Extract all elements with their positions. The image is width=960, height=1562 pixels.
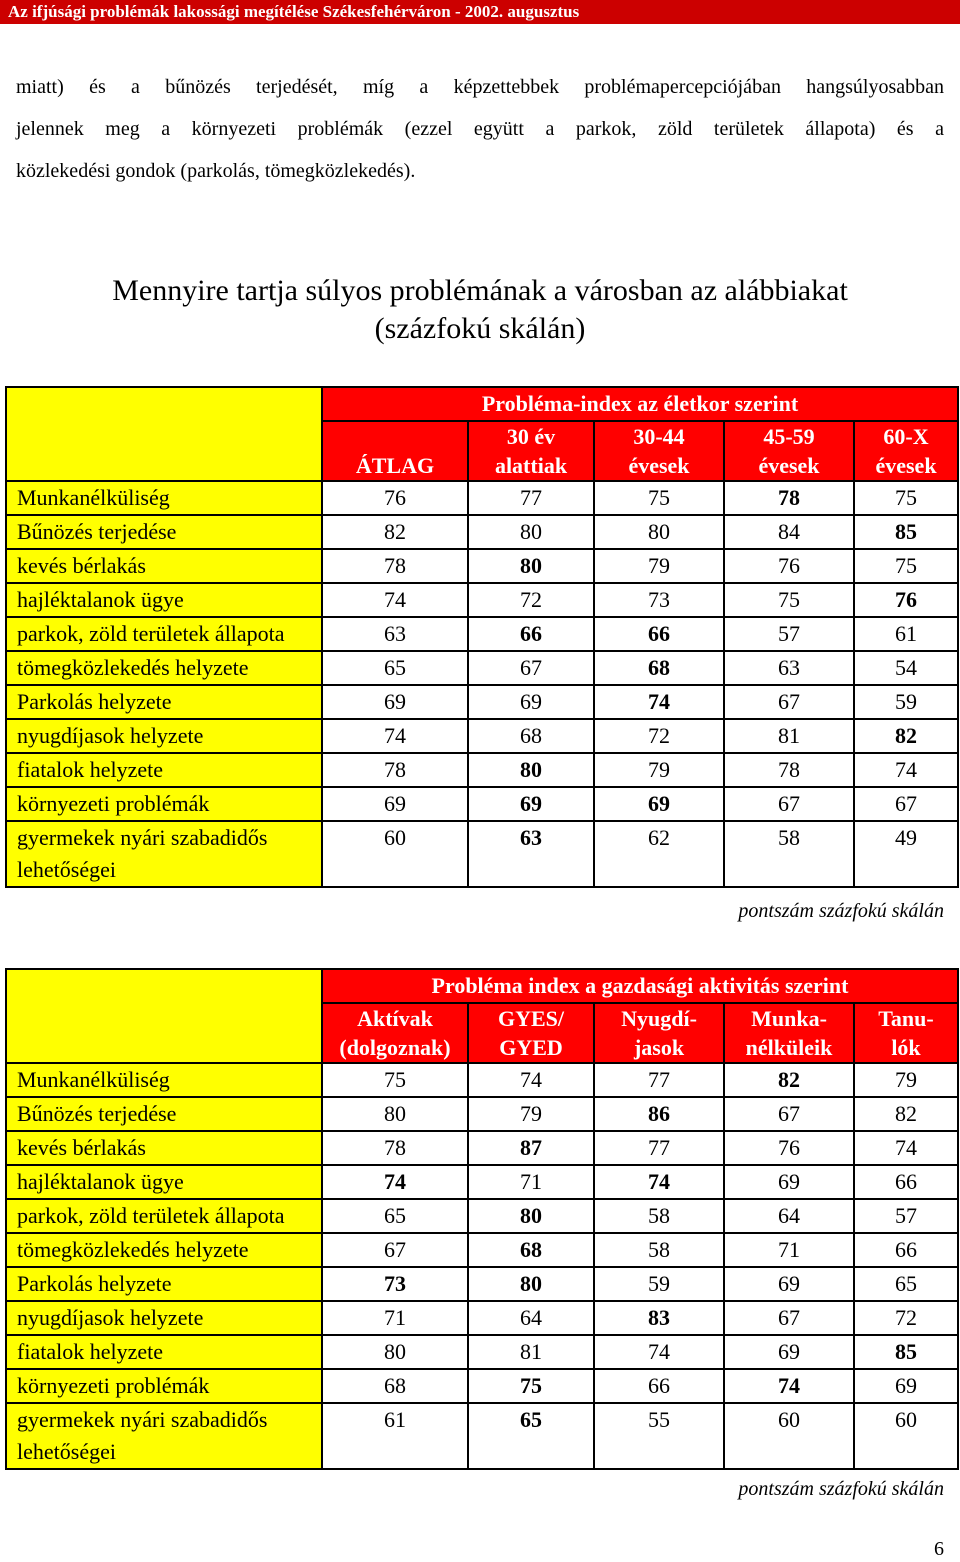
value-cell: 75 (322, 1063, 468, 1097)
running-header-title: Az ifjúsági problémák lakossági megítélése Székesfehérváron - 2002. augusztus (8, 2, 580, 21)
value-cell: 75 (854, 481, 958, 515)
table-row (6, 651, 958, 685)
value-cell: 82 (724, 1063, 854, 1097)
row-label: Parkolás helyzete (6, 685, 322, 719)
table-row (6, 787, 958, 821)
column-header (468, 421, 594, 481)
value-cell: 80 (468, 515, 594, 549)
table-row (6, 1369, 958, 1403)
row-label: kevés bérlakás (6, 1131, 322, 1165)
column-header-line-1: Aktívak (357, 1006, 433, 1031)
value-cell: 59 (594, 1267, 724, 1301)
value-cell: 66 (854, 1165, 958, 1199)
value-cell: 69 (322, 787, 468, 821)
value-cell: 75 (724, 583, 854, 617)
table-row (6, 719, 958, 753)
value-cell: 63 (724, 651, 854, 685)
column-header-line-1: Nyugdí- (621, 1006, 697, 1031)
table-row (6, 685, 958, 719)
value-cell: 75 (468, 1369, 594, 1403)
value-cell: 59 (854, 685, 958, 719)
row-label: hajléktalanok ügye (6, 583, 322, 617)
table-row (6, 481, 958, 515)
value-cell: 72 (854, 1301, 958, 1335)
column-header-line-1: 30 év (506, 424, 556, 449)
value-cell: 75 (854, 549, 958, 583)
table-row (6, 1335, 958, 1369)
section-heading-line-1: Mennyire tartja súlyos problémának a városban az alábbiakat (112, 274, 848, 307)
value-cell: 66 (594, 617, 724, 651)
value-cell: 64 (468, 1301, 594, 1335)
value-cell: 77 (594, 1063, 724, 1097)
value-cell: 82 (322, 515, 468, 549)
value-cell: 58 (594, 1233, 724, 1267)
column-header (854, 1003, 958, 1063)
value-cell: 79 (594, 549, 724, 583)
value-cell: 75 (594, 481, 724, 515)
column-header-line-2: nélküleik (745, 1035, 833, 1060)
corner-cell (6, 387, 322, 481)
row-label: gyermekek nyári szabadidős lehetőségei (6, 821, 322, 887)
row-label: Munkanélküliség (6, 481, 322, 515)
value-cell: 63 (468, 821, 594, 887)
value-cell: 80 (322, 1097, 468, 1131)
value-cell: 82 (854, 1097, 958, 1131)
value-cell: 67 (724, 685, 854, 719)
value-cell: 77 (594, 1131, 724, 1165)
row-label: fiatalok helyzete (6, 1335, 322, 1369)
value-cell: 55 (594, 1403, 724, 1469)
column-header-line-1: GYES/ (497, 1006, 565, 1031)
value-cell: 85 (854, 515, 958, 549)
value-cell: 74 (594, 685, 724, 719)
value-cell: 67 (322, 1233, 468, 1267)
value-cell: 62 (594, 821, 724, 887)
column-header (854, 421, 958, 481)
row-label: Bűnözés terjedése (6, 515, 322, 549)
table-row (6, 753, 958, 787)
column-header (322, 1003, 468, 1063)
column-header-line-2: GYED (499, 1035, 563, 1060)
value-cell: 80 (468, 1199, 594, 1233)
value-cell: 68 (468, 1233, 594, 1267)
value-cell: 76 (724, 549, 854, 583)
value-cell: 69 (724, 1267, 854, 1301)
row-label: gyermekek nyári szabadidős lehetőségei (6, 1403, 322, 1469)
row-label: Munkanélküliség (6, 1063, 322, 1097)
column-header-line-1: Tanu- (878, 1006, 934, 1031)
group-header-row (6, 387, 958, 421)
value-cell: 65 (322, 651, 468, 685)
column-header-line-1: 60-X (883, 424, 929, 449)
value-cell: 72 (594, 719, 724, 753)
column-header (724, 1003, 854, 1063)
value-cell: 64 (724, 1199, 854, 1233)
value-cell: 78 (322, 753, 468, 787)
value-cell: 67 (854, 787, 958, 821)
value-cell: 81 (468, 1335, 594, 1369)
value-cell: 72 (468, 583, 594, 617)
column-header-line-2: (dolgoznak) (339, 1035, 451, 1060)
column-header-line-2: ÁTLAG (355, 453, 435, 478)
value-cell: 79 (854, 1063, 958, 1097)
value-cell: 74 (322, 583, 468, 617)
column-header (724, 421, 854, 481)
value-cell: 65 (854, 1267, 958, 1301)
section-heading-line-2: (százfokú skálán) (374, 312, 586, 345)
intro-line-2: jelennek meg a környezeti problémák (ezzel együtt a parkok, zöld területek állapota) és a (16, 118, 944, 140)
value-cell: 66 (854, 1233, 958, 1267)
value-cell: 78 (724, 753, 854, 787)
value-cell: 67 (468, 651, 594, 685)
column-header (594, 421, 724, 481)
value-cell: 74 (854, 753, 958, 787)
value-cell: 69 (468, 685, 594, 719)
value-cell: 69 (724, 1165, 854, 1199)
activity-table-note: pontszám százfokú skálán (738, 1478, 944, 1500)
column-header-line-2: alattiak (494, 453, 568, 478)
value-cell: 79 (594, 753, 724, 787)
value-cell: 67 (724, 1097, 854, 1131)
value-cell: 57 (724, 617, 854, 651)
value-cell: 78 (724, 481, 854, 515)
value-cell: 60 (322, 821, 468, 887)
value-cell: 77 (468, 481, 594, 515)
column-header-line-1: 45-59 (763, 424, 815, 449)
value-cell: 66 (594, 1369, 724, 1403)
value-cell: 54 (854, 651, 958, 685)
value-cell: 80 (322, 1335, 468, 1369)
value-cell: 68 (322, 1369, 468, 1403)
value-cell: 74 (322, 1165, 468, 1199)
value-cell: 74 (594, 1165, 724, 1199)
value-cell: 67 (724, 787, 854, 821)
value-cell: 60 (724, 1403, 854, 1469)
value-cell: 68 (468, 719, 594, 753)
age-table-note: pontszám százfokú skálán (738, 900, 944, 922)
column-header (468, 1003, 594, 1063)
row-label: parkok, zöld területek állapota (6, 617, 322, 651)
value-cell: 69 (854, 1369, 958, 1403)
value-cell: 67 (724, 1301, 854, 1335)
value-cell: 82 (854, 719, 958, 753)
value-cell: 74 (594, 1335, 724, 1369)
table-row (6, 549, 958, 583)
table-row (6, 1233, 958, 1267)
row-label: tömegközlekedés helyzete (6, 1233, 322, 1267)
value-cell: 58 (724, 821, 854, 887)
page-number: 6 (934, 1538, 944, 1560)
age-index-table (5, 386, 959, 888)
value-cell: 83 (594, 1301, 724, 1335)
activity-index-table (5, 968, 959, 1470)
table-row (6, 1165, 958, 1199)
value-cell: 81 (724, 719, 854, 753)
column-header-line-1: Munka- (751, 1006, 827, 1031)
row-label: nyugdíjasok helyzete (6, 1301, 322, 1335)
table-row (6, 515, 958, 549)
table-row (6, 1267, 958, 1301)
intro-line-1: miatt) és a bűnözés terjedését, míg a képzettebbek problémapercepciójában hangsúlyosabban (16, 76, 944, 98)
group-title: Probléma-index az életkor szerint (322, 387, 958, 421)
value-cell: 79 (468, 1097, 594, 1131)
value-cell: 58 (594, 1199, 724, 1233)
corner-cell (6, 969, 322, 1063)
value-cell: 63 (322, 617, 468, 651)
row-label: hajléktalanok ügye (6, 1165, 322, 1199)
value-cell: 49 (854, 821, 958, 887)
value-cell: 76 (322, 481, 468, 515)
value-cell: 65 (322, 1199, 468, 1233)
value-cell: 73 (322, 1267, 468, 1301)
value-cell: 80 (468, 549, 594, 583)
value-cell: 74 (468, 1063, 594, 1097)
value-cell: 69 (322, 685, 468, 719)
column-header-line-2: évesek (875, 453, 937, 478)
value-cell: 61 (854, 617, 958, 651)
value-cell: 68 (594, 651, 724, 685)
value-cell: 71 (724, 1233, 854, 1267)
intro-line-3: közlekedési gondok (parkolás, tömegközlekedés). (16, 160, 416, 182)
row-label: környezeti problémák (6, 787, 322, 821)
value-cell: 85 (854, 1335, 958, 1369)
column-header-line-2: évesek (758, 453, 820, 478)
value-cell: 69 (594, 787, 724, 821)
value-cell: 84 (724, 515, 854, 549)
table-row (6, 1097, 958, 1131)
running-header (0, 0, 960, 24)
table-row (6, 1301, 958, 1335)
value-cell: 71 (468, 1165, 594, 1199)
value-cell: 60 (854, 1403, 958, 1469)
column-header (594, 1003, 724, 1063)
value-cell: 74 (854, 1131, 958, 1165)
group-title: Probléma index a gazdasági aktivitás szerint (322, 969, 958, 1003)
value-cell: 65 (468, 1403, 594, 1469)
column-header-line-2: lók (891, 1035, 921, 1060)
row-label: nyugdíjasok helyzete (6, 719, 322, 753)
value-cell: 80 (468, 753, 594, 787)
table-row (6, 583, 958, 617)
table-row (6, 1199, 958, 1233)
value-cell: 57 (854, 1199, 958, 1233)
value-cell: 80 (594, 515, 724, 549)
value-cell: 76 (724, 1131, 854, 1165)
value-cell: 69 (724, 1335, 854, 1369)
intro-paragraph (16, 66, 944, 192)
row-label: kevés bérlakás (6, 549, 322, 583)
column-header (322, 421, 468, 481)
value-cell: 78 (322, 549, 468, 583)
row-label: fiatalok helyzete (6, 753, 322, 787)
value-cell: 80 (468, 1267, 594, 1301)
row-label: tömegközlekedés helyzete (6, 651, 322, 685)
value-cell: 71 (322, 1301, 468, 1335)
section-heading (0, 272, 960, 348)
column-header-line-2: évesek (628, 453, 690, 478)
table-row (6, 1131, 958, 1165)
row-label: Bűnözés terjedése (6, 1097, 322, 1131)
column-header-line-1: 30-44 (633, 424, 685, 449)
table-row (6, 1063, 958, 1097)
table-row (6, 617, 958, 651)
value-cell: 74 (724, 1369, 854, 1403)
value-cell: 76 (854, 583, 958, 617)
value-cell: 86 (594, 1097, 724, 1131)
column-header-line-2: jasok (633, 1035, 685, 1060)
row-label: Parkolás helyzete (6, 1267, 322, 1301)
table-row (6, 821, 958, 887)
row-label: környezeti problémák (6, 1369, 322, 1403)
row-label: parkok, zöld területek állapota (6, 1199, 322, 1233)
value-cell: 87 (468, 1131, 594, 1165)
value-cell: 78 (322, 1131, 468, 1165)
value-cell: 74 (322, 719, 468, 753)
value-cell: 66 (468, 617, 594, 651)
value-cell: 73 (594, 583, 724, 617)
value-cell: 69 (468, 787, 594, 821)
table-row (6, 1403, 958, 1469)
value-cell: 61 (322, 1403, 468, 1469)
group-header-row (6, 969, 958, 1003)
